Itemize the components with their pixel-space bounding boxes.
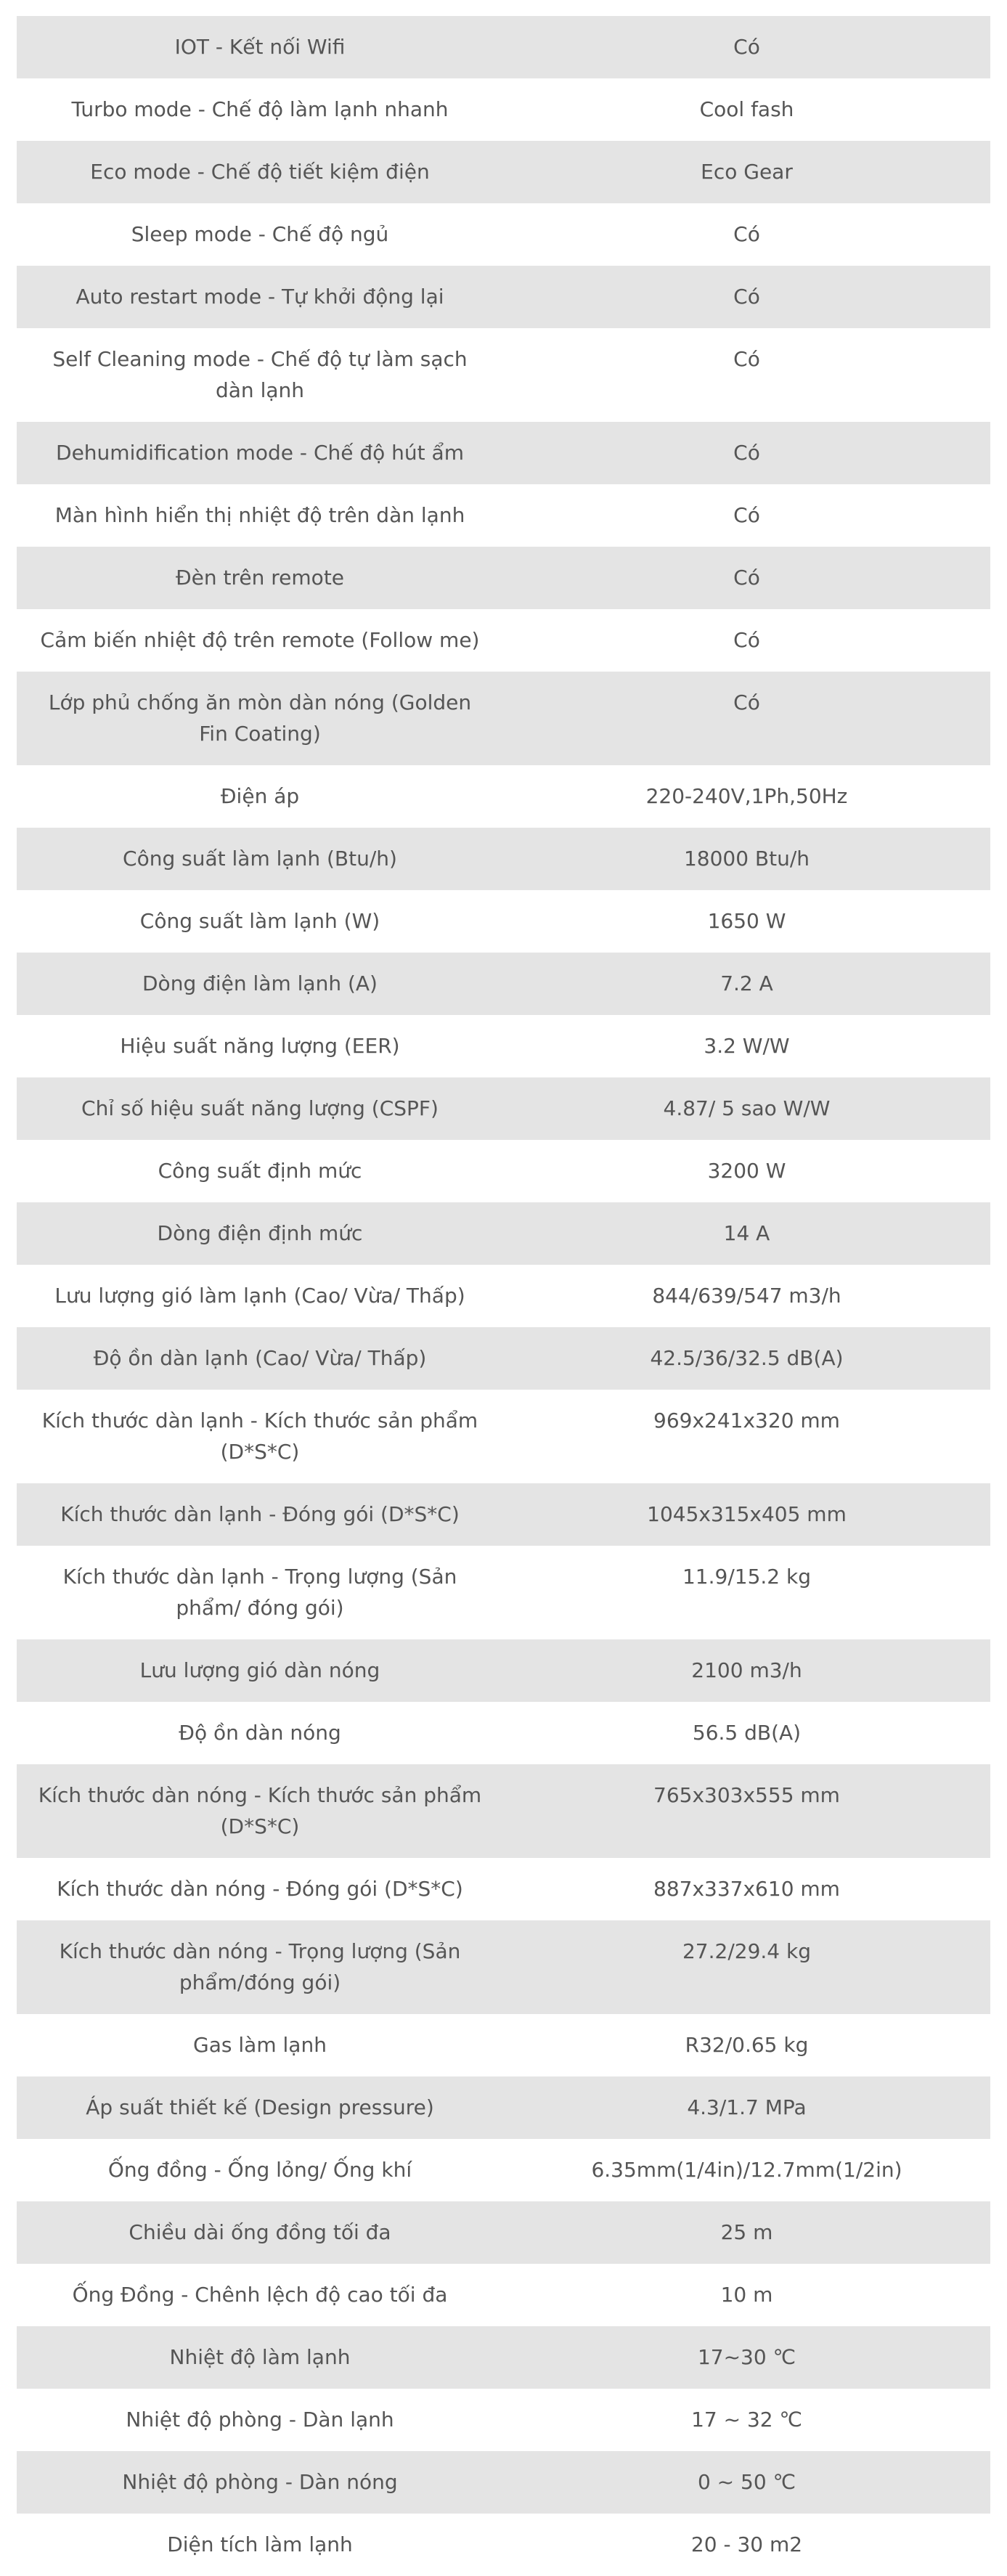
spec-label: Chiều dài ống đồng tối đa (17, 2201, 503, 2264)
spec-value: Có (503, 203, 990, 266)
spec-row (17, 2514, 990, 2576)
spec-value: R32/0.65 kg (503, 2014, 990, 2076)
spec-value: Eco Gear (503, 141, 990, 203)
spec-label: Cảm biến nhiệt độ trên remote (Follow me) (17, 609, 503, 672)
spec-row (17, 1546, 990, 1639)
spec-value: 17~30 ℃ (503, 2326, 990, 2389)
spec-label: IOT - Kết nối Wifi (17, 16, 503, 78)
spec-label: Lưu lượng gió làm lạnh (Cao/ Vừa/ Thấp) (17, 1265, 503, 1327)
spec-value: 27.2/29.4 kg (503, 1920, 990, 2014)
spec-value: 0 ~ 50 ℃ (503, 2451, 990, 2514)
spec-label: Lưu lượng gió dàn nóng (17, 1639, 503, 1702)
spec-label: Kích thước dàn lạnh - Kích thước sản phẩm (D*S*C) (17, 1390, 503, 1483)
spec-value: 56.5 dB(A) (503, 1702, 990, 1764)
spec-value: 1650 W (503, 890, 990, 953)
spec-value: Có (503, 16, 990, 78)
spec-value: Có (503, 266, 990, 328)
spec-row (17, 2076, 990, 2139)
spec-label: Eco mode - Chế độ tiết kiệm điện (17, 141, 503, 203)
spec-row (17, 16, 990, 78)
spec-label: Đèn trên remote (17, 547, 503, 609)
spec-value: Cool fash (503, 78, 990, 141)
spec-value: 887x337x610 mm (503, 1858, 990, 1920)
spec-row (17, 328, 990, 422)
spec-row (17, 2389, 990, 2451)
spec-label: Nhiệt độ phòng - Dàn nóng (17, 2451, 503, 2514)
spec-value: Có (503, 422, 990, 484)
spec-row (17, 672, 990, 765)
spec-row (17, 953, 990, 1015)
spec-row (17, 141, 990, 203)
spec-row (17, 266, 990, 328)
spec-label: Kích thước dàn nóng - Đóng gói (D*S*C) (17, 1858, 503, 1920)
spec-value: 20 - 30 m2 (503, 2514, 990, 2576)
spec-row (17, 2326, 990, 2389)
spec-value: 765x303x555 mm (503, 1764, 990, 1858)
spec-row (17, 484, 990, 547)
spec-row (17, 78, 990, 141)
spec-label: Độ ồn dàn nóng (17, 1702, 503, 1764)
spec-label: Dehumidification mode - Chế độ hút ẩm (17, 422, 503, 484)
spec-value: 17 ~ 32 ℃ (503, 2389, 990, 2451)
spec-row (17, 1920, 990, 2014)
spec-row (17, 1764, 990, 1858)
spec-value: Có (503, 672, 990, 765)
spec-label: Chỉ số hiệu suất năng lượng (CSPF) (17, 1077, 503, 1140)
spec-value: 11.9/15.2 kg (503, 1546, 990, 1639)
spec-row (17, 828, 990, 890)
spec-row (17, 2139, 990, 2201)
spec-label: Turbo mode - Chế độ làm lạnh nhanh (17, 78, 503, 141)
spec-label: Sleep mode - Chế độ ngủ (17, 203, 503, 266)
spec-label: Diện tích làm lạnh (17, 2514, 503, 2576)
spec-label: Dòng điện định mức (17, 1202, 503, 1265)
spec-value: Có (503, 609, 990, 672)
spec-row (17, 203, 990, 266)
spec-value: Có (503, 484, 990, 547)
spec-label: Ống Đồng - Chênh lệch độ cao tối đa (17, 2264, 503, 2326)
spec-label: Gas làm lạnh (17, 2014, 503, 2076)
spec-row (17, 2014, 990, 2076)
spec-label: Công suất làm lạnh (Btu/h) (17, 828, 503, 890)
spec-value: 25 m (503, 2201, 990, 2264)
spec-value: 6.35mm(1/4in)/12.7mm(1/2in) (503, 2139, 990, 2201)
spec-table (17, 16, 990, 2576)
spec-row (17, 1202, 990, 1265)
spec-value: Có (503, 328, 990, 422)
spec-row (17, 1265, 990, 1327)
spec-value: 969x241x320 mm (503, 1390, 990, 1483)
spec-label: Ống đồng - Ống lỏng/ Ống khí (17, 2139, 503, 2201)
spec-label: Self Cleaning mode - Chế độ tự làm sạch dàn lạnh (17, 328, 503, 422)
spec-label: Dòng điện làm lạnh (A) (17, 953, 503, 1015)
spec-row (17, 1015, 990, 1077)
spec-value: 1045x315x405 mm (503, 1483, 990, 1546)
spec-row (17, 1390, 990, 1483)
spec-row (17, 1327, 990, 1390)
spec-value: 4.3/1.7 MPa (503, 2076, 990, 2139)
spec-label: Độ ồn dàn lạnh (Cao/ Vừa/ Thấp) (17, 1327, 503, 1390)
spec-row (17, 1858, 990, 1920)
spec-label: Điện áp (17, 765, 503, 828)
spec-label: Nhiệt độ làm lạnh (17, 2326, 503, 2389)
spec-row (17, 890, 990, 953)
spec-row (17, 1140, 990, 1202)
spec-label: Kích thước dàn nóng - Kích thước sản phẩm (D*S*C) (17, 1764, 503, 1858)
spec-value: 844/639/547 m3/h (503, 1265, 990, 1327)
spec-label: Nhiệt độ phòng - Dàn lạnh (17, 2389, 503, 2451)
spec-label: Kích thước dàn nóng - Trọng lượng (Sản phẩm/đóng gói) (17, 1920, 503, 2014)
spec-label: Lớp phủ chống ăn mòn dàn nóng (Golden Fin Coating) (17, 672, 503, 765)
spec-label: Auto restart mode - Tự khởi động lại (17, 266, 503, 328)
spec-value: 14 A (503, 1202, 990, 1265)
spec-value: 18000 Btu/h (503, 828, 990, 890)
spec-label: Công suất định mức (17, 1140, 503, 1202)
spec-row (17, 1077, 990, 1140)
spec-row (17, 2451, 990, 2514)
spec-row (17, 2264, 990, 2326)
spec-row (17, 609, 990, 672)
spec-row (17, 1702, 990, 1764)
spec-value: 42.5/36/32.5 dB(A) (503, 1327, 990, 1390)
spec-row (17, 1483, 990, 1546)
spec-value: 4.87/ 5 sao W/W (503, 1077, 990, 1140)
spec-value: 7.2 A (503, 953, 990, 1015)
spec-label: Kích thước dàn lạnh - Trọng lượng (Sản phẩm/ đóng gói) (17, 1546, 503, 1639)
spec-label: Kích thước dàn lạnh - Đóng gói (D*S*C) (17, 1483, 503, 1546)
spec-value: 10 m (503, 2264, 990, 2326)
spec-value: 3.2 W/W (503, 1015, 990, 1077)
spec-label: Áp suất thiết kế (Design pressure) (17, 2076, 503, 2139)
spec-value: 3200 W (503, 1140, 990, 1202)
spec-row (17, 422, 990, 484)
spec-table-body (17, 16, 990, 2576)
spec-row (17, 2201, 990, 2264)
spec-value: Có (503, 547, 990, 609)
spec-value: 220-240V,1Ph,50Hz (503, 765, 990, 828)
spec-value: 2100 m3/h (503, 1639, 990, 1702)
spec-row (17, 547, 990, 609)
spec-row (17, 1639, 990, 1702)
spec-row (17, 765, 990, 828)
spec-label: Hiệu suất năng lượng (EER) (17, 1015, 503, 1077)
spec-label: Màn hình hiển thị nhiệt độ trên dàn lạnh (17, 484, 503, 547)
spec-label: Công suất làm lạnh (W) (17, 890, 503, 953)
